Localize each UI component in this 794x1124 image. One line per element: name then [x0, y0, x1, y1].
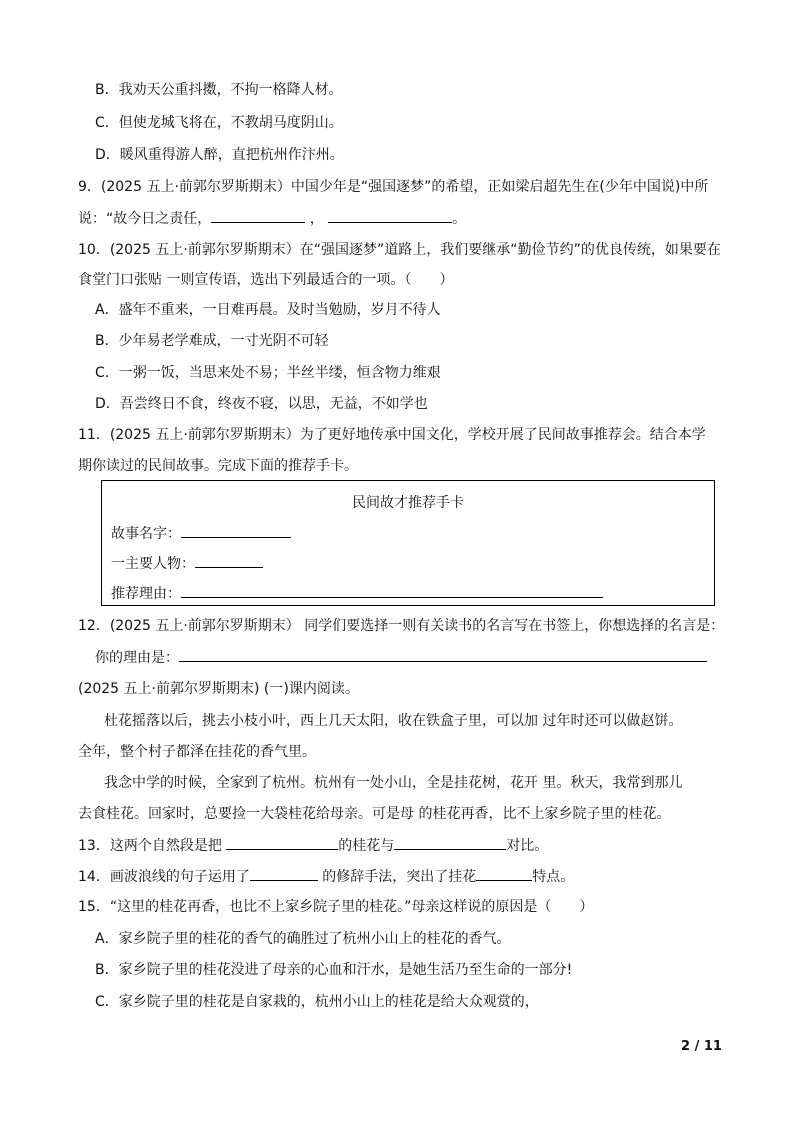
q10-stem-line1: 10．(2025 五上·前郭尔罗斯期末）在“强国逐梦”道路上，我们要继承“勤俭节约”的优良传统，如果要在 — [78, 242, 721, 258]
q11-stem-line2: 期你读过的民间故事。完成下面的推荐手卡。 — [78, 458, 358, 474]
q10-option-d: D．吾尝终日不食，终夜不寝，以思，无益，不如学也 — [95, 396, 428, 412]
card-row-story-name — [111, 523, 291, 544]
q9-stem: 9．(2025 五上·前郭尔罗斯期末）中国少年是“强国逐梦”的希望，正如梁启超先生在(少年中国说)中所 — [78, 179, 709, 195]
card-title: 民间故才推荐手卡 — [352, 495, 464, 511]
q10-option-b: B．少年易老学难成，一寸光阴不可轻 — [95, 333, 329, 349]
q10-option-a: A．盛年不重来，一日难再晨。及时当勉励，岁月不待人 — [95, 302, 441, 318]
characters-label: 一主要人物： — [111, 556, 195, 572]
card-row-reason — [111, 583, 603, 604]
q13-prefix: 13．这两个自然段是把 — [78, 838, 227, 854]
q13-end: 对比。 — [506, 838, 549, 854]
q14-middle: 的修辞手法，突出了挂花 — [317, 869, 477, 885]
q14 — [78, 866, 574, 887]
recommendation-card — [101, 480, 715, 606]
q12-stem: 12．(2025 五上·前郭尔罗斯期末） 同学们要选择一则有关读书的名言写在书签上，你想选择的名言是： — [78, 618, 725, 634]
q15-option-a: A．家乡院子里的桂花的香气的确胜过了杭州小山上的桂花的香气。 — [95, 931, 511, 947]
q15-option-c: C．家乡院子里的桂花是自家栽的，杭州小山上的桂花是给大众观赏的， — [95, 994, 539, 1010]
story-name-blank[interactable] — [181, 523, 291, 538]
q9-end: 。 — [452, 211, 467, 227]
q13 — [78, 835, 548, 856]
q13-blank-2[interactable] — [394, 835, 506, 850]
q9-prefix: 说：“故今日之责任， — [78, 211, 212, 227]
reason-label: 推荐理由： — [111, 586, 181, 602]
characters-blank[interactable] — [195, 553, 263, 568]
passage-p1-line2: 全年，整个村子都泽在挂花的香气里。 — [78, 744, 316, 760]
q14-blank-1[interactable] — [250, 866, 318, 881]
passage-p1-line1: 杜花摇落以后，挑去小枝小叶，西上几天太阳，收在铁盒子里，可以加 过年时还可以做赵饼。 — [104, 713, 683, 729]
q15-option-b: B．家乡院子里的桂花没进了母亲的心血和汗水，是她生活乃至生命的一部分! — [95, 962, 573, 978]
q9-answer-blank-1[interactable] — [211, 208, 305, 223]
card-row-characters — [111, 553, 263, 574]
q9-fill-line — [78, 208, 466, 229]
q10-stem-line2: 食堂门口张贴 一则宣传语，选出下列最适合的一项。（ ） — [78, 272, 454, 288]
page-number: 2 / 11 — [681, 1039, 722, 1054]
q14-prefix: 14．画波浪线的句子运用了 — [78, 869, 250, 885]
q15-stem: 15．“这里的桂花再香，也比不上家乡院子里的桂花。”母亲这样说的原因是（ ） — [78, 899, 594, 915]
q8-option-b: B．我劝天公重抖擞，不拘一格降人材。 — [95, 82, 343, 98]
q12-reason-prefix: 你的理由是： — [95, 650, 179, 666]
q14-blank-2[interactable] — [476, 866, 532, 881]
reading-heading: (2025 五上·前郭尔罗斯期末) (一)课内阅读。 — [78, 681, 359, 697]
q9-answer-blank-2[interactable] — [328, 208, 452, 223]
q11-stem-line1: 11．(2025 五上·前郭尔罗斯期末）为了更好地传承中国文化，学校开展了民间故事推荐会。结合本学 — [78, 427, 706, 443]
q10-option-c: C．一粥一饭，当思来处不易；半丝半缕，恒含物力维艰 — [95, 365, 441, 381]
q14-end: 特点。 — [532, 869, 575, 885]
q13-blank-1[interactable] — [226, 835, 338, 850]
q8-option-d: D．暖风重得游人醉，直把杭州作汴州。 — [95, 147, 344, 163]
story-name-label: 故事名字： — [111, 526, 181, 542]
q12-reason-blank[interactable] — [179, 647, 707, 662]
q13-middle: 的桂花与 — [338, 838, 395, 854]
q8-option-c: C．但使龙城飞将在，不教胡马度阴山。 — [95, 115, 343, 131]
q12-reason-line — [95, 647, 707, 668]
q9-separator: ， — [309, 211, 324, 227]
reason-blank[interactable] — [181, 583, 603, 598]
passage-p2-line2: 去食桂花。回家时，总要捡一大袋桂花给母亲。可是母 的桂花再香，比不上家乡院子里的桂花。 — [78, 806, 671, 822]
passage-p2-line1: 我念中学的时候，全家到了杭州。杭州有一处小山，全是挂花树，花开 里。秋天，我常到那儿 — [104, 775, 683, 791]
